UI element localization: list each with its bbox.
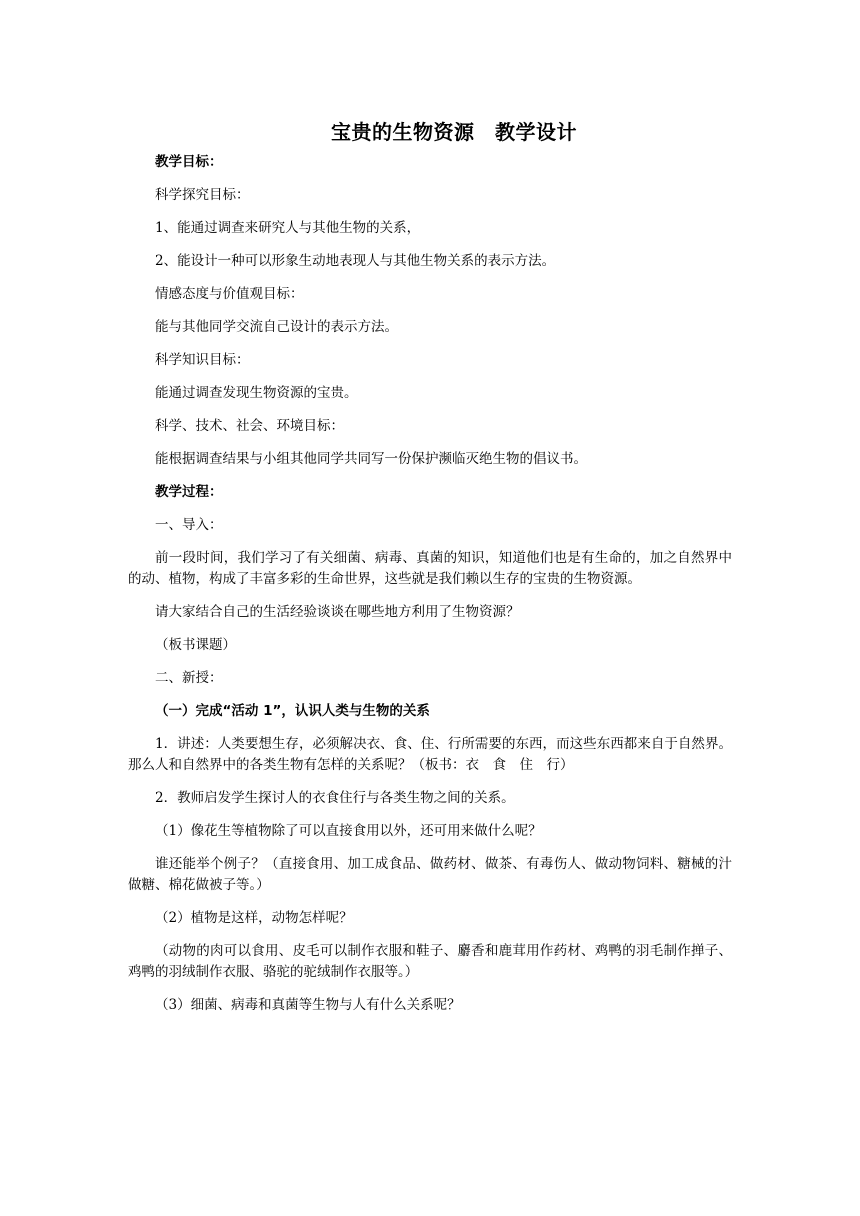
paragraph: 一、导入： [155,517,223,533]
paragraph: 能与其他同学交流自己设计的表示方法。 [155,319,398,335]
paragraph: （动物的肉可以食用、皮毛可以制作衣服和鞋子、麝香和鹿茸用作药材、鸡鸭的羽毛制作掸子、鸡鸭的羽绒制作衣服、骆驼的驼绒制作衣服等。） [128,943,732,980]
paragraph: 1．讲述：人类要想生存，必须解决衣、食、住、行所需要的东西，而这些东西都来自于自然界。那么人和自然界中的各类生物有怎样的关系呢？（板书：衣 食 住 行） [128,736,732,773]
paragraph: （1）像花生等植物除了可以直接食用以外，还可用来做什么呢？ [155,823,542,839]
section-heading: 教学目标： [155,154,223,170]
paragraph: 谁还能举个例子？（直接食用、加工成食品、做药材、做茶、有毒伤人、做动物饲料、糖械的汁做糖、棉花做被子等。） [128,856,732,893]
paragraph: （板书课题） [155,637,236,653]
document-title: 宝贵的生物资源 教学设计 [331,120,577,144]
paragraph: 能通过调查发现生物资源的宝贵。 [155,385,358,401]
paragraph: 科学探究目标： [155,187,250,203]
paragraph: 2．教师启发学生探讨人的衣食住行与各类生物之间的关系。 [155,790,515,806]
section-heading: （一）完成“活动 1”，认识人类与生物的关系 [155,703,430,719]
paragraph: 请大家结合自己的生活经验谈谈在哪些地方利用了生物资源？ [155,604,520,620]
document-body [128,152,732,1028]
paragraph: 情感态度与价值观目标： [155,286,304,302]
paragraph: 2、能设计一种可以形象生动地表现人与其他生物关系的表示方法。 [155,253,556,269]
paragraph: 二、新授： [155,670,223,686]
paragraph: 前一段时间，我们学习了有关细菌、病毒、真菌的知识，知道他们也是有生命的，加之自然界中的动、植物，构成了丰富多彩的生命世界，这些就是我们赖以生存的宝贵的生物资源。 [128,550,732,587]
paragraph: （2）植物是这样，动物怎样呢？ [155,910,353,926]
paragraph: 能根据调查结果与小组其他同学共同写一份保护濒临灭绝生物的倡议书。 [155,451,587,467]
section-heading: 教学过程： [155,484,223,500]
paragraph: 科学知识目标： [155,352,250,368]
paragraph: 1、能通过调查来研究人与其他生物的关系， [155,220,421,236]
paragraph: 科学、技术、社会、环境目标： [155,418,344,434]
paragraph: （3）细菌、病毒和真菌等生物与人有什么关系呢？ [155,997,461,1013]
